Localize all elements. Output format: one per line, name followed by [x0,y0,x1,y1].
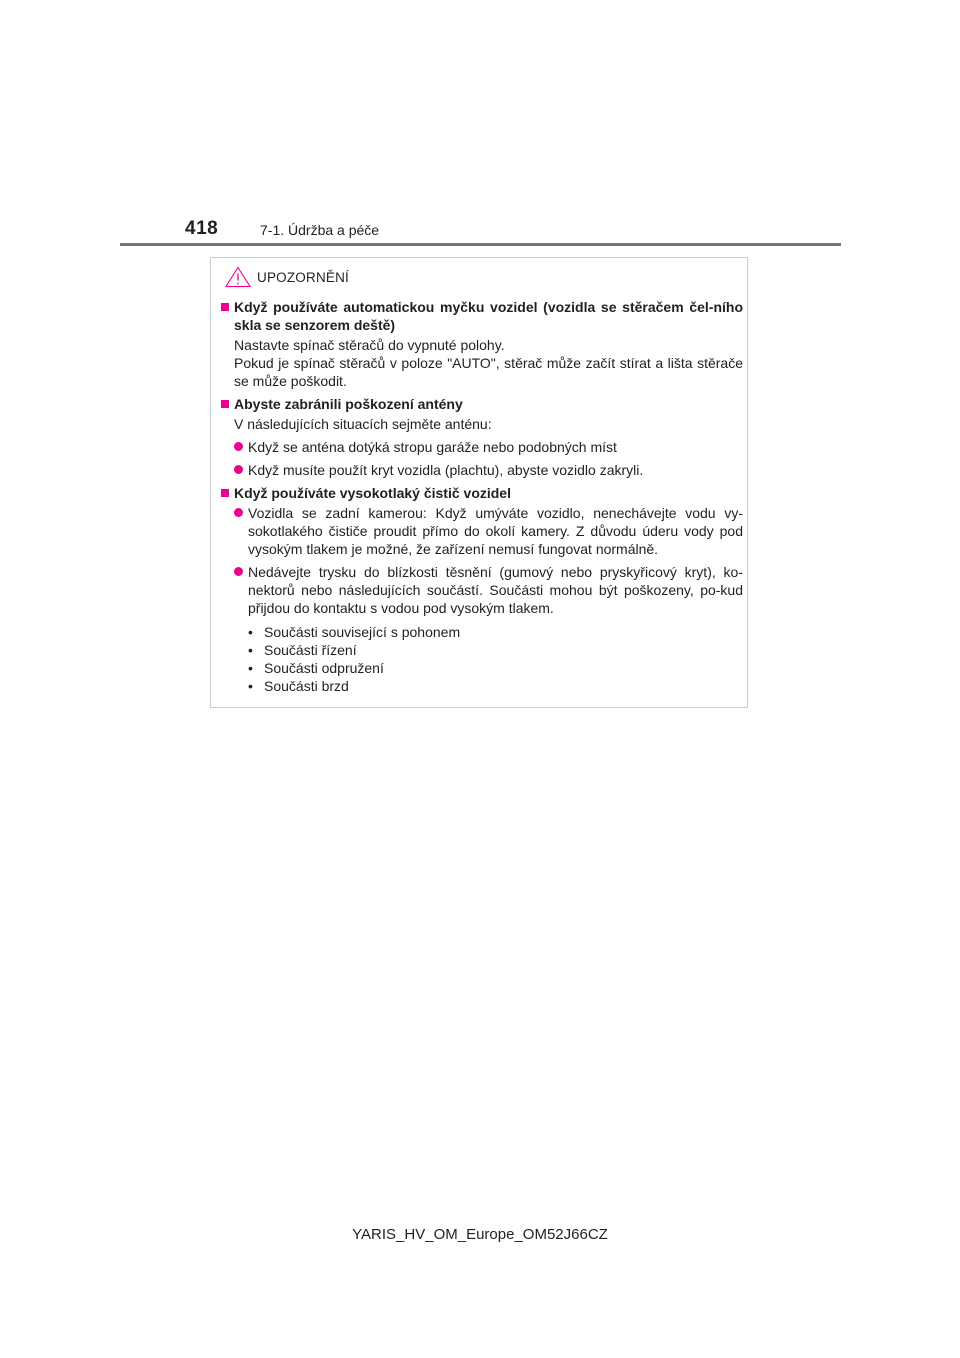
warning-header [225,264,349,290]
list-item [234,438,743,456]
sublist-item-text: Součásti odpružení [264,660,384,676]
block-heading [219,298,743,334]
circle-bullet-icon [234,442,243,451]
warning-triangle-icon [225,266,251,288]
sublist-item [248,623,743,641]
sublist-item-text: Součásti brzd [264,678,349,694]
paragraph: Pokud je spínač stěračů v poloze "AUTO", stěrač může začít stírat a lišta stěrače se může poškodit. [234,355,743,389]
list-item-text: Vozidla se zadní kamerou: Když umýváte vozidlo, nenechávejte vodu vy-sokotlakého čističe proudit přímo do okolí kamery. Z důvodu úderu vody pod vysokým tlakem je možné, že zařízení nemusí fungovat normálně. [248,505,743,557]
sublist-bullet: • [248,624,253,640]
paragraph: V následujících situacích sejměte anténu: [234,416,492,432]
header-rule [120,243,841,246]
footer-doc-code: YARIS_HV_OM_Europe_OM52J66CZ [352,1226,608,1243]
square-bullet-icon [221,489,229,497]
sublist-bullet: • [248,678,253,694]
block-heading-text: Když používáte vysokotlaký čistič vozidel [234,485,511,501]
square-bullet-icon [221,303,229,311]
list-item [234,563,743,617]
warning-block-pressure-washer [219,484,743,695]
list-item [234,461,743,479]
block-heading [219,395,743,413]
sublist-bullet: • [248,642,253,658]
list-item-text: Nedávejte trysku do blízkosti těsnění (gumový nebo pryskyřicový kryt), ko-nektorů nebo následujících součástí. Součásti mohou být poškozeny, po-kud přijdou do kontaktu s vodou pod vysokým tlakem. [248,564,743,616]
block-heading [219,484,743,502]
sublist-item [248,677,743,695]
sublist-item [248,659,743,677]
warning-body [219,298,743,700]
block-heading-text: Abyste zabránili poškození antény [234,396,463,412]
sublist-item-text: Součásti související s pohonem [264,624,461,640]
circle-bullet-icon [234,508,243,517]
section-title: 7-1. Údržba a péče [260,222,380,238]
sublist-item-text: Součásti řízení [264,642,357,658]
circle-bullet-icon [234,465,243,474]
square-bullet-icon [221,400,229,408]
list-item [234,504,743,558]
warning-label: UPOZORNĚNÍ [257,269,350,285]
warning-block-wipers [219,298,743,390]
sublist-item [248,641,743,659]
warning-block-antenna [219,395,743,479]
warning-box [210,257,748,708]
paragraph: Nastavte spínač stěračů do vypnuté polohy. [234,337,505,353]
circle-bullet-icon [234,567,243,576]
sublist-bullet: • [248,660,253,676]
list-item-text: Když musíte použít kryt vozidla (plachtu), abyste vozidlo zakryli. [248,462,644,478]
page-number: 418 [185,218,219,239]
list-item-text: Když se anténa dotýká stropu garáže nebo podobných míst [248,439,617,455]
block-heading-text: Když používáte automatickou myčku vozidel (vozidla se stěračem čel-ního skla se senzorem deště) [234,299,743,333]
sublist [248,623,743,695]
